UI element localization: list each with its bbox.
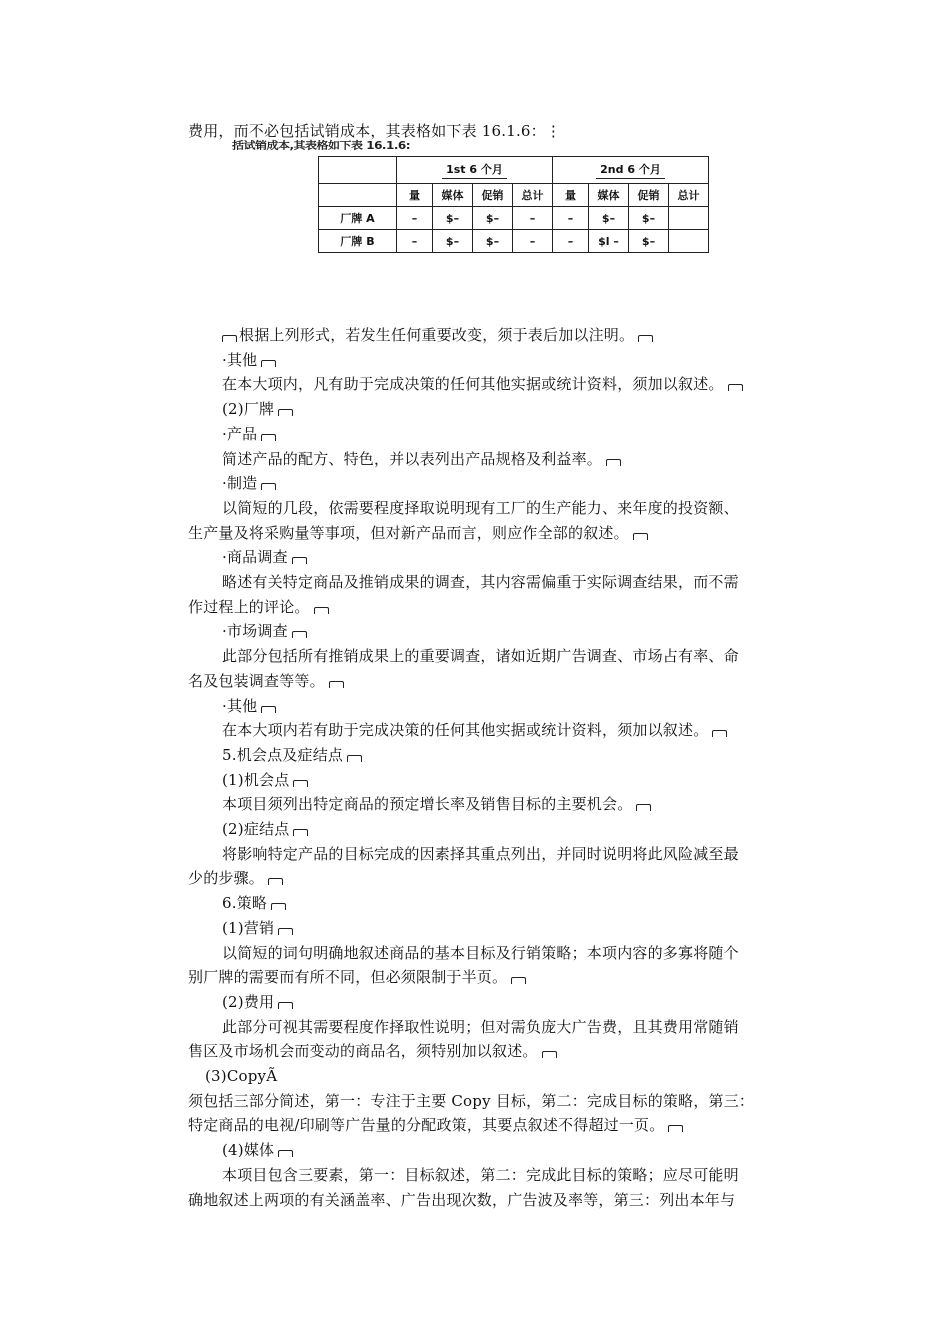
paragraph-mark-icon: [329, 681, 344, 688]
line-text: 名及包装调查等等。: [188, 672, 325, 690]
line-text: 6.策略: [222, 894, 268, 912]
table-cell: –: [553, 207, 589, 230]
line-text: 确地叙述上两项的有关涵盖率、广告出现次数，广告波及率等，第三：列出本年与: [188, 1191, 736, 1209]
paragraph-mark-icon: [293, 829, 308, 836]
table-corner: [319, 157, 397, 184]
table-cell: [669, 230, 709, 253]
text-line: [222, 349, 276, 371]
table-caption: 括试销成本,其表格如下表 16.1.6:: [232, 139, 411, 152]
text-line: [222, 917, 293, 939]
text-line: [222, 373, 743, 395]
paragraph-mark-icon: [292, 631, 307, 638]
paragraph-mark-icon: [314, 607, 329, 614]
table-cell: $–: [473, 230, 513, 253]
line-text: 简述产品的配方、特色，并以表列出产品规格及利益率。: [222, 450, 603, 468]
paragraph-mark-icon: [668, 1125, 683, 1132]
column-header: 量: [553, 184, 589, 207]
table-cell: $l –: [589, 230, 629, 253]
line-text: (3)CopyÃ: [205, 1067, 278, 1085]
paragraph-mark-icon: [636, 804, 651, 811]
table-cell: –: [553, 230, 589, 253]
table-cell: –: [397, 207, 433, 230]
text-line: [222, 571, 739, 593]
text-line: [222, 423, 276, 445]
paragraph-mark-icon: [606, 459, 621, 466]
paragraph-mark-icon: [292, 557, 307, 564]
column-header: 总计: [513, 184, 553, 207]
paragraph-mark-icon: [511, 977, 526, 984]
paragraph-mark-icon: [542, 1051, 557, 1058]
line-text: 生产量及将采购量等事项，但对新产品而言，则应作全部的叙述。: [188, 524, 629, 542]
period-2-header: 2nd 6 个月: [553, 157, 709, 184]
text-line: [222, 1016, 739, 1038]
text-line: [222, 1139, 293, 1161]
text-line: [222, 1164, 739, 1186]
paragraph-mark-icon: [278, 1002, 293, 1009]
table-cell: $–: [589, 207, 629, 230]
text-line: [188, 867, 283, 889]
table-cell: –: [513, 207, 553, 230]
paragraph-mark-icon: [222, 335, 237, 342]
line-text: 须包括三部分简述，第一：专注于主要 Copy 目标，第二：完成目标的策略，第三：: [188, 1092, 755, 1110]
line-text: 此部分可视其需要程度作择取性说明；但对需负庞大广告费，且其费用常随销: [222, 1018, 739, 1036]
text-line: [222, 744, 362, 766]
column-header: 量: [397, 184, 433, 207]
line-text: 在本大项内，凡有助于完成决策的任何其他实据或统计资料，须加以叙述。: [222, 375, 724, 393]
line-text: 本项目包含三要素，第一：目标叙述，第二：完成此目标的策略；应尽可能明: [222, 1166, 739, 1184]
column-header: 媒体: [589, 184, 629, 207]
line-text: (4)媒体: [222, 1141, 275, 1159]
paragraph-mark-icon: [633, 533, 648, 540]
text-line: [222, 546, 307, 568]
line-text: 以简短的几段，依需要程度择取说明现有工厂的生产能力、来年度的投资额、: [222, 499, 739, 517]
text-line: [222, 719, 727, 741]
text-line: [222, 892, 286, 914]
line-text: 在本大项内若有助于完成决策的任何其他实据或统计资料，须加以叙述。: [222, 721, 709, 739]
paragraph-mark-icon: [261, 360, 276, 367]
intro-line: 费用，而不必包括试销成本，其表格如下表 16.1.6：⋮: [188, 122, 562, 140]
text-line: [222, 843, 739, 865]
table-cell: –: [513, 230, 553, 253]
paragraph-mark-icon: [347, 755, 362, 762]
text-line: [188, 596, 329, 618]
line-text: 5.机会点及症结点: [222, 746, 344, 764]
line-text: 将影响特定产品的目标完成的因素择其重点列出，并同时说明将此风险减至最: [222, 845, 739, 863]
line-text: 以简短的词句明确地叙述商品的基本目标及行销策略；本项内容的多寡将随个: [222, 944, 739, 962]
text-line: [222, 818, 308, 840]
table-cell: $–: [629, 230, 669, 253]
text-line: [222, 620, 307, 642]
text-line: [222, 645, 739, 667]
line-text: 特定商品的电视/印刷等广告量的分配政策，其要点叙述不得超过一页。: [188, 1116, 665, 1134]
column-header: 媒体: [433, 184, 473, 207]
line-text: (2)厂牌: [222, 400, 275, 418]
text-line: [222, 695, 276, 717]
text-line: [222, 398, 293, 420]
paragraph-mark-icon: [278, 1150, 293, 1157]
text-line: [222, 991, 293, 1013]
paragraph-mark-icon: [271, 903, 286, 910]
text-line: [222, 497, 739, 519]
line-text: 作过程上的评论。: [188, 598, 310, 616]
text-line: [222, 769, 308, 791]
row-label: 厂牌 A: [319, 207, 397, 230]
line-text: (2)症结点: [222, 820, 290, 838]
text-line: [188, 966, 526, 988]
column-header: 总计: [669, 184, 709, 207]
column-header-blank: [319, 184, 397, 207]
line-text: ·产品: [222, 425, 258, 443]
text-line: [222, 472, 276, 494]
column-header: 促销: [629, 184, 669, 207]
line-text: 本项目须列出特定商品的预定增长率及销售目标的主要机会。: [222, 795, 633, 813]
paragraph-mark-icon: [278, 928, 293, 935]
line-text: ·制造: [222, 474, 258, 492]
cost-table: [318, 156, 709, 253]
line-text: 售区及市场机会而变动的商品名，须特别加以叙述。: [188, 1042, 538, 1060]
text-line: [188, 1040, 557, 1062]
table-cell: $–: [473, 207, 513, 230]
text-line: [188, 1090, 754, 1112]
table-row: [319, 207, 709, 230]
text-line: [188, 670, 344, 692]
line-text: ·市场调查: [222, 622, 288, 640]
text-line: [222, 448, 621, 470]
line-text: 此部分包括所有推销成果上的重要调查，诸如近期广告调查、市场占有率、命: [222, 647, 739, 665]
line-text: ·其他: [222, 697, 258, 715]
row-label: 厂牌 B: [319, 230, 397, 253]
paragraph-mark-icon: [638, 335, 653, 342]
period-1-header: 1st 6 个月: [397, 157, 553, 184]
paragraph-mark-icon: [261, 434, 276, 441]
paragraph-mark-icon: [728, 384, 743, 391]
line-text: 少的步骤。: [188, 869, 265, 887]
line-text: (2)费用: [222, 993, 275, 1011]
line-text: (1)营销: [222, 919, 275, 937]
table-row: [319, 230, 709, 253]
paragraph-mark-icon: [261, 706, 276, 713]
text-line: [205, 1065, 277, 1087]
paragraph-mark-icon: [293, 780, 308, 787]
line-text: ·商品调查: [222, 548, 288, 566]
line-text: 别厂牌的需要而有所不同，但必须限制于半页。: [188, 968, 508, 986]
text-line: [188, 1189, 735, 1211]
table-cell: $–: [433, 207, 473, 230]
text-line: [188, 522, 648, 544]
line-text: 略述有关特定商品及推销成果的调查，其内容需偏重于实际调查结果，而不需: [222, 573, 739, 591]
table-cell: $–: [433, 230, 473, 253]
table-cell: $–: [629, 207, 669, 230]
text-line: [222, 793, 651, 815]
paragraph-mark-icon: [268, 878, 283, 885]
paragraph-mark-icon: [712, 730, 727, 737]
paragraph-mark-icon: [278, 409, 293, 416]
text-line: [222, 324, 653, 346]
text-line: [222, 942, 739, 964]
line-text: (1)机会点: [222, 771, 290, 789]
column-header: 促销: [473, 184, 513, 207]
text-line: [188, 1114, 683, 1136]
table-cell: [669, 207, 709, 230]
line-text: ·其他: [222, 351, 258, 369]
paragraph-mark-icon: [261, 483, 276, 490]
table-cell: –: [397, 230, 433, 253]
line-text: 根据上列形式，若发生任何重要改变，须于表后加以注明。: [239, 326, 635, 344]
